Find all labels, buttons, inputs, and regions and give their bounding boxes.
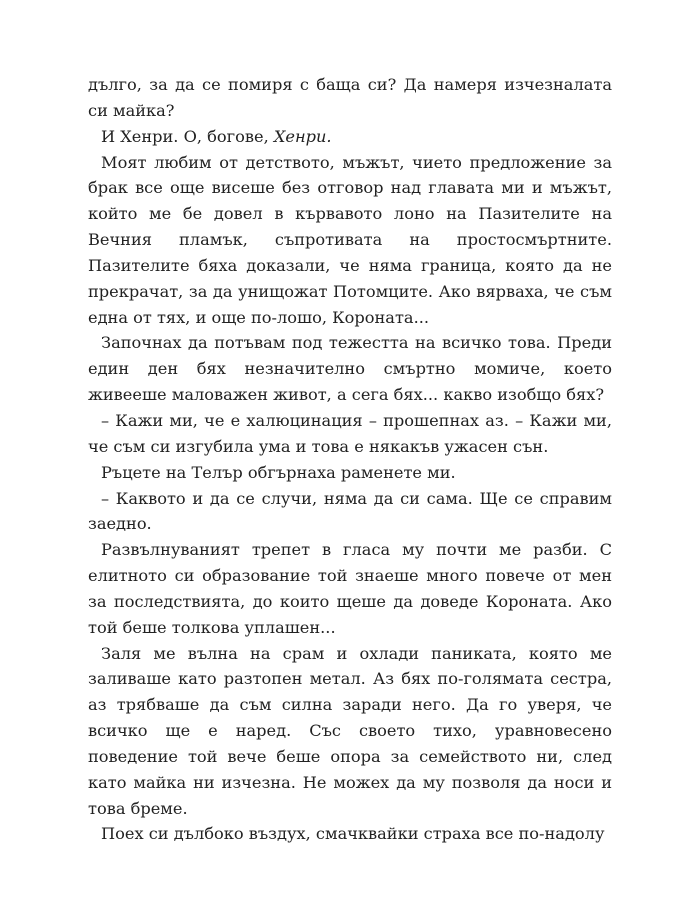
paragraph-3: Моят любим от детството, мъжът, чието предложение за брак все още висеше без отговор над главата ми и мъжът, който ме бе довел в кървавото лоно на Пазителите на Вечния пламък, съпротивата на простосмъртните. Пазителите бяха доказали, че няма граница, която да не прекрачат, за да унищожат Потомците. Ако вярваха, че съм една от тях, и още по-лошо, Короната...	[88, 152, 612, 327]
paragraph-8: Развълнуваният трепет в гласа му почти ме разби. С елитното си образование той знаеше много повече от мен за последствията, до които щеше да доведе Короната. Ако той беше толкова уплашен...	[88, 540, 612, 637]
book-page-text	[88, 72, 612, 847]
paragraph-6: Ръцете на Телър обгърнаха раменете ми.	[101, 462, 456, 482]
paragraph-4: Започнах да потъвам под тежестта на всичко това. Преди един ден бях незначително смъртно момиче, което живееше маловажен живот, а сега бях... какво изобщо бях?	[88, 333, 612, 405]
paragraph-1: дълго, за да се помиря с баща си? Да намеря изчезналата си майка?	[88, 75, 612, 120]
paragraph-7-dialogue: – Каквото и да се случи, няма да си сама. Ще се справим заедно.	[88, 488, 612, 534]
paragraph-9: Заля ме вълна на срам и охлади паниката, която ме заливаше като разтопен метал. Аз бях по-голямата сестра, аз трябваше да съм силна заради него. Да го уверя, че всичко ще е наред. Със своето тихо, уравновесено поведение той вече беше опора за семейството ни, след като майка ни изчезна. Не можех да му позволя да носи и това бреме.	[88, 643, 612, 818]
paragraph-10: Поех си дълбоко въздух, смачквайки страха все по-надолу	[101, 824, 605, 844]
paragraph-2	[88, 124, 612, 150]
paragraph-5-dialogue: – Кажи ми, че е халюцинация – прошепнах аз. – Кажи ми, че съм си изгубила ума и това е някакъв ужасен сън.	[88, 410, 612, 456]
paragraph-2-text: И Хенри. О, богове,	[101, 126, 274, 146]
henry-emphasis: Хенри.	[273, 126, 332, 146]
